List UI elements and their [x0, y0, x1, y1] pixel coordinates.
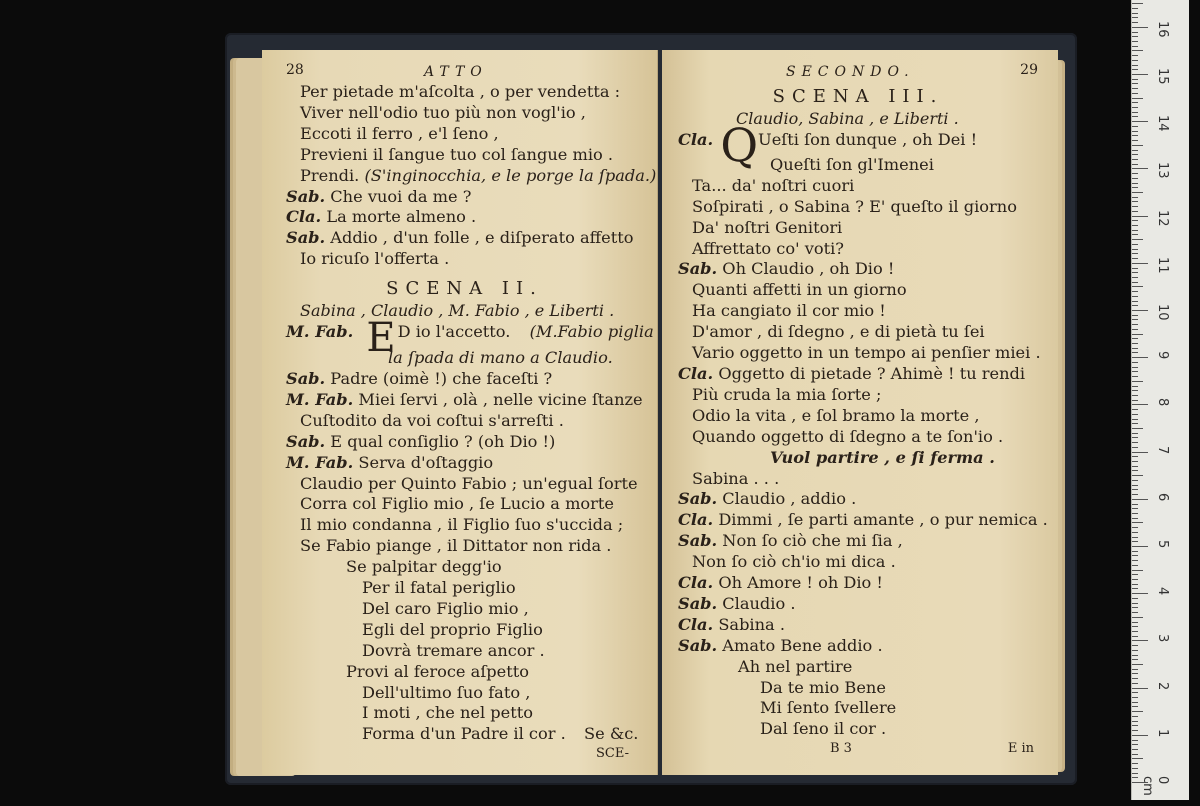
speech-line: [286, 453, 643, 474]
text-line: Cuſtodito da voi coſtui s'arreſti .: [300, 410, 564, 430]
ruler-tick: [1132, 645, 1138, 646]
ruler-tick: [1132, 27, 1148, 28]
ruler-tick: [1132, 225, 1138, 226]
ruler-tick: [1132, 763, 1138, 764]
right-page: [662, 50, 1058, 775]
ruler-tick: [1132, 777, 1138, 778]
ruler-number: 4: [1155, 587, 1170, 596]
speech: La morte almeno .: [326, 207, 477, 227]
ruler-tick: [1132, 390, 1138, 391]
ruler-tick: [1132, 164, 1138, 165]
ruler-tick: [1132, 263, 1148, 264]
ruler-tick: [1132, 730, 1138, 731]
catchword: E in: [1007, 741, 1034, 757]
ruler-tick: [1132, 673, 1138, 674]
speech-line: [286, 187, 643, 208]
speech-line: [678, 364, 1038, 385]
aria-text: Forma d'un Padre il cor .: [362, 724, 566, 744]
text-line: Affrettato co' voti?: [692, 238, 844, 258]
speaker: Sab.: [678, 635, 718, 655]
drop-cap: E: [366, 315, 396, 362]
ruler-tick: [1132, 376, 1138, 377]
ruler-number: 10: [1155, 304, 1170, 321]
ruler-tick: [1132, 499, 1148, 500]
aria-line: Dell'ultimo ſuo fato ,: [362, 682, 531, 702]
ruler-tick: [1132, 239, 1143, 240]
speaker: M. Fab.: [286, 452, 354, 472]
ruler-tick: [1132, 537, 1138, 538]
ruler-number: 9: [1155, 351, 1170, 360]
aria-line: Ah nel partire: [738, 656, 853, 676]
ruler-tick: [1132, 598, 1138, 599]
ruler-tick: [1132, 159, 1138, 160]
aria-line: I moti , che nel petto: [362, 703, 533, 723]
speech-line: [678, 573, 1038, 594]
ruler-number: 1: [1155, 728, 1170, 738]
ruler-tick: [1132, 74, 1148, 75]
ruler-tick: [1132, 386, 1138, 387]
ruler-tick: [1132, 178, 1138, 179]
aria-line: Se palpitar degg'io: [346, 557, 502, 577]
ruler-tick: [1132, 631, 1138, 632]
ruler-tick: [1132, 456, 1138, 457]
ruler-tick: [1132, 107, 1138, 108]
ruler-tick: [1132, 725, 1138, 726]
ruler-tick: [1132, 83, 1138, 84]
ruler-tick: [1132, 758, 1143, 759]
text-line: Corra col Figlio mio , ſe Lucio a morte: [300, 494, 615, 514]
ruler-tick: [1132, 461, 1138, 462]
speech: Ueſti ſon dunque , oh Dei !: [758, 129, 978, 149]
ruler-tick: [1132, 277, 1138, 278]
ruler-tick: [1132, 282, 1138, 283]
ruler-tick: [1132, 513, 1138, 514]
ruler-tick: [1132, 211, 1138, 212]
text-line: Eccoti il ferro , e'l ſeno ,: [300, 123, 499, 143]
da-capo-mark: Se &c.: [584, 724, 639, 744]
ruler-tick: [1132, 551, 1138, 552]
speech: Padre (oimè !) che faceſti ?: [330, 368, 553, 388]
ruler-tick: [1132, 664, 1143, 665]
ruler-tick: [1132, 655, 1138, 656]
ruler-tick: [1132, 706, 1138, 707]
ruler-tick: [1132, 315, 1138, 316]
ruler-tick: [1132, 744, 1138, 745]
ruler-tick: [1132, 79, 1138, 80]
ruler-tick: [1132, 485, 1138, 486]
speech: Che vuoi da me ?: [330, 186, 472, 206]
drop-cap: Q: [720, 117, 759, 172]
ruler-tick: [1132, 626, 1138, 627]
speech-line: [286, 432, 643, 453]
ruler-tick: [1132, 527, 1138, 528]
page-number: 28: [286, 62, 304, 78]
ruler-tick: [1132, 291, 1138, 292]
ruler-tick: [1132, 329, 1138, 330]
ruler-tick: [1132, 244, 1138, 245]
speaker: Cla.: [286, 207, 322, 227]
ruler-tick: [1132, 249, 1138, 250]
ruler-tick: [1132, 395, 1138, 396]
ruler-tick: [1132, 135, 1138, 136]
ruler-tick: [1132, 230, 1138, 231]
text-line: Sabina . . .: [692, 468, 780, 488]
speaker: M. Fab.: [286, 389, 354, 409]
ruler-tick: [1132, 607, 1138, 608]
ruler-tick: [1132, 452, 1148, 453]
running-title: SECONDO.: [786, 64, 915, 80]
ruler-tick: [1132, 489, 1138, 490]
ruler-tick: [1132, 697, 1138, 698]
ruler-number: 15: [1155, 68, 1170, 85]
text-line: Odio la vita , e ſol bramo la morte ,: [692, 405, 980, 425]
speech: Oh Claudio , oh Dio !: [722, 259, 895, 279]
ruler-tick: [1132, 617, 1143, 618]
ruler-tick: [1132, 768, 1138, 769]
speaker: Sab.: [678, 531, 718, 551]
ruler-tick: [1132, 112, 1138, 113]
speech: Miei ſervi , olà , nelle vicine ſtanze: [358, 389, 643, 409]
ruler-tick: [1132, 334, 1143, 335]
speech-line: [286, 207, 643, 228]
ruler-tick: [1132, 574, 1138, 575]
ruler-tick: [1132, 60, 1138, 61]
ruler-tick: [1132, 357, 1148, 358]
ruler-tick: [1132, 150, 1138, 151]
speaker: Sab.: [678, 489, 718, 509]
ruler-tick: [1132, 688, 1148, 689]
ruler-tick: [1132, 126, 1138, 127]
ruler-tick: [1132, 352, 1138, 353]
ruler-tick: [1132, 480, 1138, 481]
ruler-tick: [1132, 749, 1138, 750]
ruler-number: 6: [1155, 492, 1170, 502]
ruler-tick: [1132, 13, 1138, 14]
speech-line: [678, 615, 1038, 636]
ruler-tick: [1132, 32, 1138, 33]
ruler-tick: [1132, 324, 1138, 325]
ruler-tick: [1132, 669, 1138, 670]
speech: Addio , d'un folle , e diſperato affetto: [330, 228, 634, 248]
speech: D io l'accetto.: [397, 322, 511, 342]
ruler-tick: [1132, 3, 1143, 4]
speech-line: [678, 594, 1038, 615]
ruler-tick: [1132, 603, 1138, 604]
ruler-tick: [1132, 721, 1138, 722]
ruler-tick: [1132, 470, 1138, 471]
ruler-tick: [1132, 197, 1138, 198]
cast-list: Claudio, Sabina , e Liberti .: [736, 109, 959, 128]
ruler-tick: [1132, 36, 1138, 37]
aria-line: Per il fatal periglio: [362, 578, 516, 598]
ruler-tick: [1132, 400, 1138, 401]
ruler-tick: [1132, 702, 1138, 703]
speaker: Sab.: [286, 368, 326, 388]
measuring-ruler: [1131, 0, 1189, 800]
text-line: Viver nell'odio tuo più non vogl'io ,: [300, 102, 586, 122]
cast-list: Sabina , Claudio , M. Fabio , e Liberti .: [300, 301, 615, 321]
ruler-tick: [1132, 522, 1143, 523]
text: Prendi.: [300, 165, 360, 185]
ruler-tick: [1132, 367, 1138, 368]
text-line: Per pietade m'aſcolta , o per vendetta :: [300, 82, 621, 101]
ruler-tick: [1132, 716, 1138, 717]
text-line: Queſti ſon gl'Imenei: [770, 154, 934, 174]
ruler-tick: [1132, 50, 1143, 51]
ruler-tick: [1132, 41, 1138, 42]
aria-line: Da te mio Bene: [760, 677, 886, 697]
speech: Claudio .: [722, 593, 796, 613]
ruler-tick: [1132, 404, 1148, 405]
ruler-tick: [1132, 711, 1143, 712]
ruler-tick: [1132, 466, 1138, 467]
ruler-tick: [1132, 442, 1138, 443]
ruler-tick: [1132, 640, 1148, 641]
ruler-tick: [1132, 683, 1138, 684]
ruler-tick: [1132, 69, 1138, 70]
ruler-tick: [1132, 650, 1138, 651]
text-line: [286, 165, 657, 187]
text-line: Il mio condanna , il Figlio ſuo s'uccida ;: [300, 515, 624, 535]
right-page-header: [678, 58, 1038, 82]
ruler-tick: [1132, 338, 1138, 339]
ruler-tick: [1132, 305, 1138, 306]
ruler-tick: [1132, 46, 1138, 47]
ruler-tick: [1132, 475, 1143, 476]
aria-line: Mi ſento ſvellere: [760, 698, 897, 718]
ruler-tick: [1132, 140, 1138, 141]
ruler-number: 11: [1155, 256, 1170, 274]
ruler-tick: [1132, 593, 1148, 594]
stage-direction: (S'inginocchia, e le porge la ſpada.): [364, 165, 657, 185]
speech-line: [678, 636, 1038, 657]
ruler-tick: [1132, 268, 1138, 269]
speaker: Cla.: [678, 573, 714, 593]
ruler-tick: [1132, 206, 1138, 207]
aria-line: [286, 724, 643, 745]
speech: Oggetto di pietade ? Ahimè ! tu rendi: [718, 363, 1026, 383]
ruler-tick: [1132, 546, 1148, 547]
speech: Amato Bene addio .: [722, 635, 883, 655]
speech: E qual conſiglio ? (oh Dio !): [330, 431, 556, 451]
ruler-tick: [1132, 253, 1138, 254]
speech-line: [286, 228, 643, 249]
ruler-tick: [1132, 362, 1138, 363]
ruler-tick: [1132, 636, 1138, 637]
speech: Sabina .: [718, 614, 785, 634]
ruler-tick: [1132, 348, 1138, 349]
left-page-header: [286, 58, 643, 82]
aria-line: Dovrà tremare ancor .: [362, 640, 545, 660]
text-line: Soſpirati , o Sabina ? E' queſto il giorno: [692, 196, 1017, 216]
ruler-tick: [1132, 187, 1138, 188]
ruler-tick: [1132, 579, 1138, 580]
ruler-tick: [1132, 154, 1138, 155]
ruler-tick: [1132, 183, 1138, 184]
ruler-tick: [1132, 555, 1138, 556]
ruler-tick: [1132, 173, 1138, 174]
text-line: Ta... da' noſtri cuori: [692, 175, 855, 195]
ruler-tick: [1132, 588, 1138, 589]
ruler-tick: [1132, 735, 1148, 736]
ruler-tick: [1132, 532, 1138, 533]
speaker: Cla.: [678, 614, 714, 634]
speech: Claudio , addio .: [722, 489, 857, 509]
text-line: Previeni il ſangue tuo col ſangue mio .: [300, 144, 614, 164]
ruler-tick: [1132, 65, 1138, 66]
ruler-tick: [1132, 220, 1138, 221]
stage-direction: Vuol partire , e ſi ferma .: [770, 447, 995, 467]
text-line: Ha cangiato il cor mio !: [692, 301, 886, 321]
stage-direction: la ſpada di mano a Claudio.: [388, 348, 613, 368]
ruler-number: 13: [1155, 162, 1170, 179]
ruler-tick: [1132, 447, 1138, 448]
ruler-tick: [1132, 541, 1138, 542]
ruler-number: 16: [1155, 20, 1170, 38]
text-line: Non ſo ciò ch'io mi dica .: [692, 552, 896, 572]
ruler-tick: [1132, 301, 1138, 302]
ruler-tick: [1132, 754, 1138, 755]
ruler-number: 8: [1155, 398, 1170, 407]
speech-line: [678, 489, 1038, 510]
ruler-tick: [1132, 168, 1148, 169]
ruler-tick: [1132, 381, 1143, 382]
ruler-tick: [1132, 131, 1138, 132]
ruler-tick: [1132, 201, 1138, 202]
ruler-tick: [1132, 433, 1138, 434]
ruler-tick: [1132, 773, 1138, 774]
speech: Non ſo ciò che mi ſia ,: [722, 531, 903, 551]
ruler-tick: [1132, 504, 1138, 505]
ruler-tick: [1132, 622, 1138, 623]
ruler-tick: [1132, 565, 1138, 566]
aria-line: Dal ſeno il cor .: [760, 719, 887, 739]
ruler-tick: [1132, 258, 1138, 259]
ruler-tick: [1132, 145, 1143, 146]
ruler-tick: [1132, 93, 1138, 94]
ruler-number: 3: [1155, 634, 1170, 643]
ruler-tick: [1132, 17, 1138, 18]
ruler-tick: [1132, 494, 1138, 495]
ruler-number: 14: [1155, 115, 1170, 132]
text-line: Vario oggetto in un tempo ai penſier miei .: [692, 343, 1041, 363]
speaker: M. Fab.: [286, 322, 354, 342]
ruler-tick: [1132, 22, 1138, 23]
speech-line: [678, 510, 1048, 531]
speech-line: [678, 531, 1038, 552]
speech-line: [286, 369, 643, 390]
ruler-tick: [1132, 740, 1138, 741]
ruler-tick: [1132, 692, 1138, 693]
ruler-tick: [1132, 8, 1138, 9]
ruler-tick: [1132, 88, 1138, 89]
text-line: Claudio per Quinto Fabio ; un'egual ſorte: [300, 473, 638, 493]
ruler-tick: [1132, 659, 1138, 660]
ruler-tick: [1132, 192, 1143, 193]
ruler-tick: [1132, 678, 1138, 679]
aria-line: Egli del proprio Figlio: [362, 619, 543, 639]
ruler-number: 2: [1155, 681, 1170, 690]
text-line: Io ricuſo l'offerta .: [300, 249, 450, 269]
ruler-tick: [1132, 272, 1138, 273]
speaker: Sab.: [286, 186, 326, 206]
left-page: [262, 50, 658, 775]
ruler-number: 5: [1155, 540, 1170, 549]
text-line: Da' noſtri Genitori: [692, 217, 843, 237]
aria-line: Del caro Figlio mio ,: [362, 598, 529, 618]
ruler-tick: [1132, 310, 1148, 311]
speech: Serva d'oſtaggio: [358, 452, 494, 472]
ruler-tick: [1132, 570, 1143, 571]
ruler-tick: [1132, 584, 1138, 585]
speaker: Cla.: [678, 129, 714, 149]
page-footer: [678, 740, 1038, 760]
text-line: Se Fabio piange , il Dittator non rida .: [300, 536, 612, 556]
text-line: D'amor , di ſdegno , e di pietà tu ſei: [692, 322, 985, 342]
speech: Oh Amore ! oh Dio !: [718, 573, 883, 593]
ruler-tick: [1132, 55, 1138, 56]
ruler-tick: [1132, 116, 1138, 117]
speech: Dimmi , ſe parti amante , o pur nemica .: [718, 510, 1048, 530]
ruler-tick: [1132, 121, 1148, 122]
scene-title: SCENA II.: [386, 278, 543, 300]
ruler-tick: [1132, 371, 1138, 372]
speaker: Cla.: [678, 510, 714, 530]
speaker: Sab.: [678, 259, 718, 279]
ruler-tick: [1132, 319, 1138, 320]
text-line: Quando oggetto di ſdegno a te ſon'io .: [692, 426, 1004, 446]
ruler-tick: [1132, 98, 1143, 99]
running-title: ATTO: [424, 64, 488, 80]
stage-direction: (M.Fabio piglia: [529, 322, 654, 342]
ruler-tick: [1132, 612, 1138, 613]
scene-title: SCENA III.: [772, 86, 944, 107]
ruler-tick: [1132, 560, 1138, 561]
ruler-tick: [1132, 343, 1138, 344]
ruler-tick: [1132, 414, 1138, 415]
speaker: Sab.: [678, 593, 718, 613]
catchword: SCE-: [596, 746, 629, 762]
text-line: Più cruda la mia ſorte ;: [692, 384, 882, 404]
speaker: Cla.: [678, 363, 714, 383]
ruler-tick: [1132, 286, 1143, 287]
aria-line: Provi al feroce aſpetto: [346, 661, 530, 681]
speech-line: [678, 259, 1038, 280]
ruler-tick: [1132, 234, 1138, 235]
ruler-tick: [1132, 409, 1138, 410]
ruler-tick: [1132, 518, 1138, 519]
ruler-tick: [1132, 419, 1138, 420]
ruler-tick: [1132, 437, 1138, 438]
ruler-tick: [1132, 508, 1138, 509]
speaker: Sab.: [286, 228, 326, 248]
ruler-tick: [1132, 296, 1138, 297]
ruler-number: 7: [1155, 445, 1170, 454]
speech-line: [286, 390, 643, 411]
page-number: 29: [1020, 62, 1038, 78]
speaker: Sab.: [286, 431, 326, 451]
signature-mark: B 3: [830, 741, 852, 757]
text-line: Quanti affetti in un giorno: [692, 280, 907, 300]
ruler-tick: [1132, 216, 1148, 217]
ruler-number: 12: [1155, 209, 1170, 227]
ruler-number: 0 cm: [1140, 776, 1170, 796]
ruler-tick: [1132, 428, 1143, 429]
ruler-tick: [1132, 102, 1138, 103]
ruler-tick: [1132, 423, 1138, 424]
